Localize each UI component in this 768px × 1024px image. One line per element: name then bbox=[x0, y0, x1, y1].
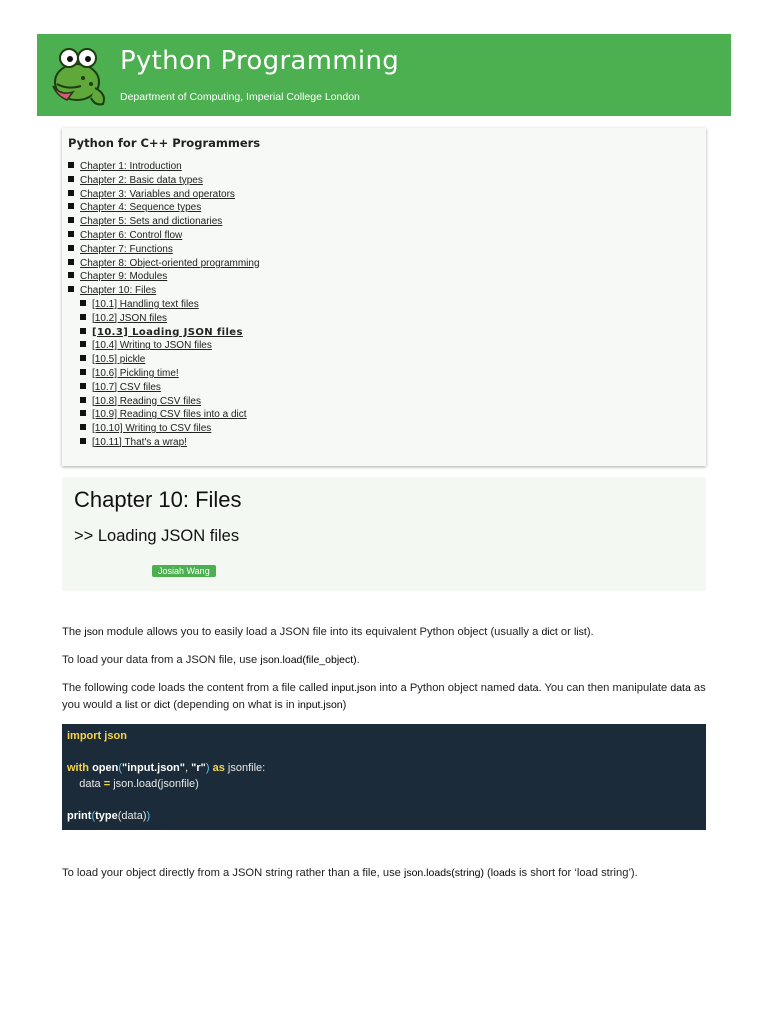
toc-section-container bbox=[68, 298, 260, 450]
bullet-icon bbox=[68, 259, 74, 265]
toc-section-link[interactable]: [10.4] Writing to JSON files bbox=[92, 340, 212, 352]
section-title: >> Loading JSON files bbox=[74, 527, 240, 545]
toc-section-link[interactable]: [10.6] Pickling time! bbox=[92, 367, 179, 379]
code-operator: = bbox=[103, 778, 111, 790]
toc-chapter-list bbox=[68, 160, 260, 450]
bullet-icon bbox=[68, 162, 74, 168]
text: (depending on what is in bbox=[170, 699, 298, 711]
toc-chapter-link[interactable]: Chapter 1: Introduction bbox=[80, 161, 182, 172]
code-line bbox=[67, 810, 150, 822]
text: as you would a bbox=[62, 682, 706, 711]
toc-chapter-link[interactable]: Chapter 3: Variables and operators bbox=[80, 188, 235, 200]
inline-code: dict bbox=[541, 626, 558, 638]
toc-title: Python for C++ Programmers bbox=[68, 136, 261, 150]
text: . You can then manipulate bbox=[538, 682, 671, 694]
toc-section-link[interactable]: [10.7] CSV files bbox=[92, 381, 161, 393]
bullet-icon bbox=[80, 328, 86, 334]
text: To load your object directly from a JSON string rather than a file, use bbox=[62, 867, 404, 879]
toc-section-link[interactable]: [10.2] JSON files bbox=[92, 312, 168, 324]
inline-code: data bbox=[670, 682, 691, 694]
text: The bbox=[62, 626, 85, 638]
code-function: print bbox=[67, 810, 92, 822]
text: The following code loads the content from a file called bbox=[62, 682, 332, 694]
inline-code: dict bbox=[153, 699, 171, 711]
toc-section-item-current bbox=[80, 326, 260, 340]
toc-chapter-link[interactable]: Chapter 4: Sequence types bbox=[80, 202, 202, 214]
code-punct: , bbox=[185, 762, 192, 774]
bullet-icon bbox=[68, 286, 74, 292]
toc-chapter-item bbox=[68, 160, 260, 174]
toc-section-link[interactable]: [10.11] That's a wrap! bbox=[92, 436, 187, 448]
toc-section-item bbox=[80, 353, 260, 367]
bullet-icon bbox=[80, 397, 86, 403]
bullet-icon bbox=[80, 424, 86, 430]
text: ( bbox=[483, 867, 491, 879]
toc-chapter-item bbox=[68, 284, 260, 298]
toc-section-link[interactable]: [10.8] Reading CSV files bbox=[92, 395, 201, 407]
inline-code: list bbox=[573, 626, 587, 638]
toc-chapter-item bbox=[68, 215, 260, 229]
code-block[interactable] bbox=[62, 724, 706, 830]
text: . bbox=[356, 654, 360, 666]
code-function: open bbox=[92, 762, 119, 774]
toc-chapter-item bbox=[68, 229, 260, 243]
code-paren: ) bbox=[205, 762, 210, 774]
toc-chapter-link[interactable]: Chapter 7: Functions bbox=[80, 243, 173, 255]
toc-chapter-link[interactable]: Chapter 9: Modules bbox=[80, 271, 168, 283]
toc-section-link[interactable]: [10.1] Handling text files bbox=[92, 298, 199, 310]
bullet-icon bbox=[68, 190, 74, 196]
toc-chapter-link[interactable]: Chapter 10: Files bbox=[80, 285, 157, 297]
code-string: "input.json" bbox=[122, 762, 185, 774]
code-line bbox=[67, 778, 199, 790]
inline-code: data bbox=[518, 682, 539, 694]
bullet-icon bbox=[80, 438, 86, 444]
code-keyword: import bbox=[67, 730, 102, 742]
bullet-icon bbox=[68, 245, 74, 251]
text: module allows you to easily load a JSON file into its equivalent Python object (usually a bbox=[103, 626, 542, 638]
toc-section-link-current[interactable]: [10.3] Loading JSON files bbox=[92, 326, 243, 338]
paragraph-code-explanation bbox=[62, 680, 708, 714]
bullet-icon bbox=[68, 203, 74, 209]
text: ) bbox=[342, 699, 347, 711]
code-paren: ( bbox=[118, 762, 123, 774]
toc-chapter-item bbox=[68, 257, 260, 271]
bullet-icon bbox=[80, 341, 86, 347]
code-keyword: with bbox=[67, 762, 89, 774]
toc-section-link[interactable]: [10.9] Reading CSV files into a dict bbox=[92, 409, 247, 421]
code-call: json.load(jsonfile) bbox=[110, 778, 199, 790]
code-variable: data bbox=[67, 778, 104, 790]
inline-code: json.load(file_object) bbox=[260, 654, 357, 666]
author-badge: Josiah Wang bbox=[152, 565, 216, 577]
toc-chapter-item bbox=[68, 201, 260, 215]
toc-section-item bbox=[80, 395, 260, 409]
code-module: json bbox=[104, 730, 127, 742]
paragraph-json-load bbox=[62, 652, 712, 669]
toc-chapter-item bbox=[68, 243, 260, 257]
toc-section-item bbox=[80, 408, 260, 422]
text: ). bbox=[586, 626, 594, 638]
code-paren: ) bbox=[146, 810, 151, 822]
code-line bbox=[67, 762, 265, 774]
bullet-icon bbox=[68, 272, 74, 278]
inline-code: input.json bbox=[331, 682, 377, 694]
toc-section-item bbox=[80, 367, 260, 381]
bullet-icon bbox=[80, 300, 86, 306]
toc-section-item bbox=[80, 422, 260, 436]
toc-section-item bbox=[80, 339, 260, 353]
toc-section-item bbox=[80, 312, 260, 326]
code-function: type bbox=[95, 810, 118, 822]
toc-chapter-item bbox=[68, 188, 260, 202]
bullet-icon bbox=[80, 369, 86, 375]
bullet-icon bbox=[68, 231, 74, 237]
text: or bbox=[557, 626, 574, 638]
toc-section-item bbox=[80, 381, 260, 395]
toc-section-item bbox=[80, 436, 260, 450]
chapter-title: Chapter 10: Files bbox=[74, 487, 242, 512]
bullet-icon bbox=[80, 383, 86, 389]
code-arg: (data) bbox=[117, 810, 147, 822]
text: To load your data from a JSON file, use bbox=[62, 654, 261, 666]
toc-chapter-link[interactable]: Chapter 2: Basic data types bbox=[80, 174, 203, 186]
toc-section-item bbox=[80, 298, 260, 312]
bullet-icon bbox=[80, 314, 86, 320]
code-paren: ( bbox=[91, 810, 96, 822]
site-title[interactable]: Python Programming bbox=[120, 46, 400, 76]
table-of-contents bbox=[62, 128, 706, 466]
code-string: "r" bbox=[191, 762, 206, 774]
toc-chapter-link[interactable]: Chapter 8: Object-oriented programming bbox=[80, 257, 260, 269]
text: into a Python object named bbox=[376, 682, 519, 694]
toc-section-list bbox=[68, 298, 260, 450]
paragraph-json-intro bbox=[62, 624, 712, 641]
toc-section-link[interactable]: [10.10] Writing to CSV files bbox=[92, 423, 212, 435]
inline-code: json.loads(string) bbox=[404, 867, 484, 879]
toc-chapter-item bbox=[68, 270, 260, 284]
inline-code: input.json bbox=[297, 699, 343, 711]
snake-mascot-icon[interactable] bbox=[47, 44, 113, 110]
chapter-heading-box bbox=[62, 477, 706, 591]
toc-chapter-link[interactable]: Chapter 5: Sets and dictionaries bbox=[80, 216, 223, 228]
site-header bbox=[37, 34, 731, 116]
code-variable: jsonfile: bbox=[227, 762, 266, 774]
inline-code: loads bbox=[490, 867, 516, 879]
site-subtitle: Department of Computing, Imperial College London bbox=[120, 91, 360, 103]
text: is short for ‘load string’). bbox=[515, 867, 638, 879]
toc-chapter-item bbox=[68, 174, 260, 188]
bullet-icon bbox=[68, 176, 74, 182]
inline-code: json bbox=[84, 626, 104, 638]
bullet-icon bbox=[80, 355, 86, 361]
code-keyword: as bbox=[212, 762, 225, 774]
inline-code: list bbox=[124, 699, 138, 711]
text: or bbox=[137, 699, 154, 711]
paragraph-json-loads bbox=[62, 865, 708, 882]
code-line bbox=[67, 730, 127, 742]
bullet-icon bbox=[68, 217, 74, 223]
bullet-icon bbox=[80, 410, 86, 416]
toc-chapter-link[interactable]: Chapter 6: Control flow bbox=[80, 229, 183, 241]
toc-section-link[interactable]: [10.5] pickle bbox=[92, 354, 146, 366]
